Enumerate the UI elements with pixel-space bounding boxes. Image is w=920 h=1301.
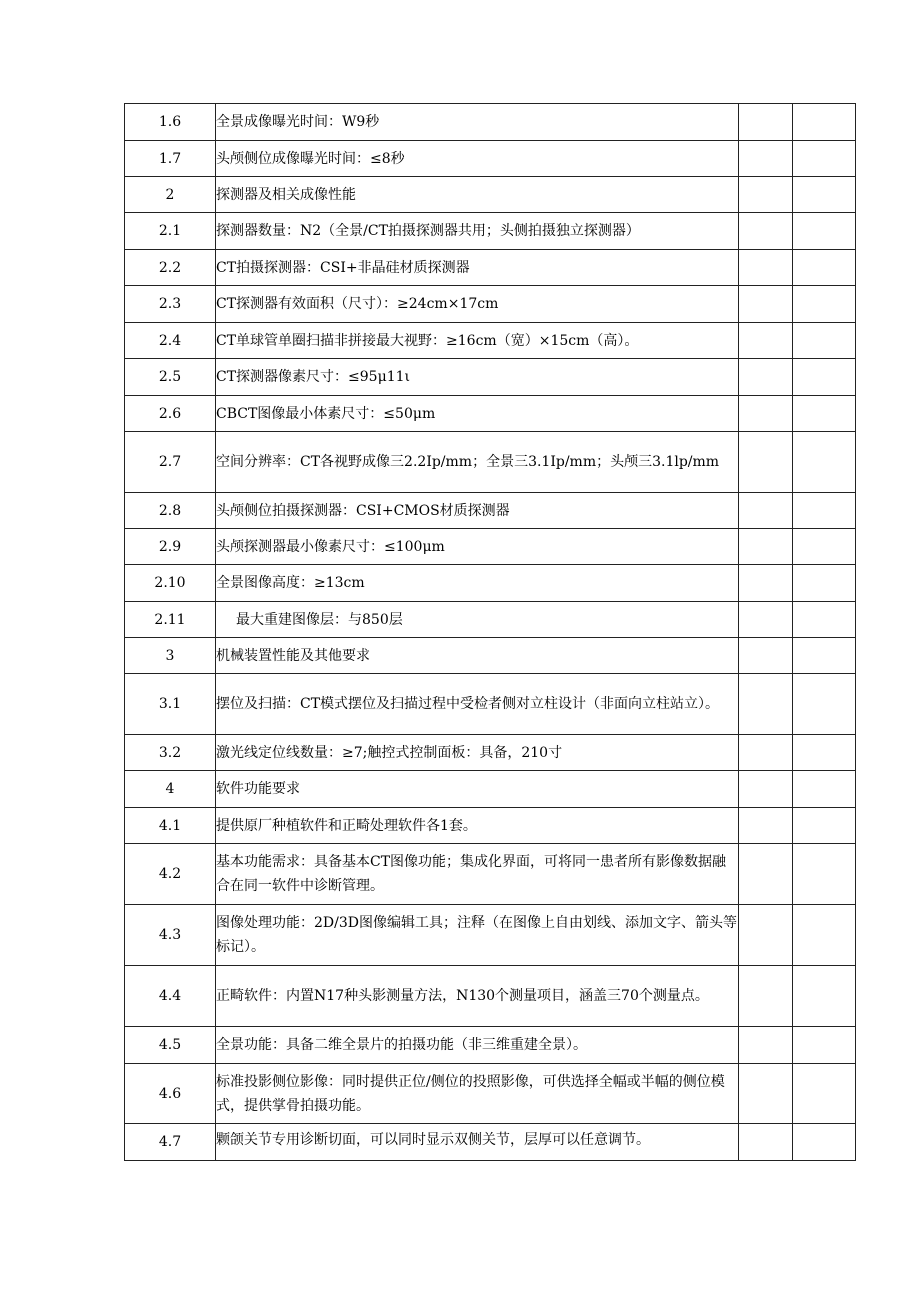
- item-number: 1.7: [125, 141, 216, 177]
- item-number: 2.9: [125, 529, 216, 565]
- item-number: 2.7: [125, 432, 216, 493]
- item-description-text: 激光线定位线数量：≥7;触控式控制面板：具备，210寸: [216, 744, 563, 761]
- remark-cell: [793, 674, 856, 735]
- remark-cell: [793, 1027, 856, 1064]
- item-description: [216, 323, 739, 359]
- remark-cell: [793, 396, 856, 432]
- item-description-text: 摆位及扫描：CT模式摆位及扫描过程中受检者侧对立柱设计（非面向立柱站立）。: [216, 696, 720, 712]
- table-row: [125, 674, 856, 735]
- spec-table-body: [125, 104, 856, 1161]
- item-description: [216, 1027, 739, 1064]
- table-row: [125, 250, 856, 286]
- response-cell: [739, 844, 793, 905]
- table-row: [125, 844, 856, 905]
- item-description: [216, 213, 739, 250]
- remark-cell: [793, 177, 856, 213]
- item-description-text: CT拍摄探测器：CSI+非晶硅材质探测器: [216, 259, 470, 276]
- spec-table: [124, 103, 856, 1161]
- response-cell: [739, 638, 793, 674]
- response-cell: [739, 359, 793, 396]
- response-cell: [739, 141, 793, 177]
- table-row: [125, 323, 856, 359]
- item-description: [216, 602, 739, 638]
- remark-cell: [793, 529, 856, 565]
- remark-cell: [793, 286, 856, 323]
- remark-cell: [793, 565, 856, 602]
- item-description-text: CT探测器有效面积（尺寸）：≥24cm×17cm: [216, 296, 499, 312]
- item-description-text: 全景功能：具备二维全景片的拍摄功能（非三维重建全景）。: [216, 1037, 587, 1053]
- item-description: [216, 359, 739, 396]
- remark-cell: [793, 966, 856, 1027]
- response-cell: [739, 565, 793, 602]
- remark-cell: [793, 735, 856, 771]
- item-number: 2.8: [125, 493, 216, 529]
- item-description-text: 探测器数量：N2（全景/CT拍摄探测器共用；头侧拍摄独立探测器）: [216, 223, 640, 239]
- item-description: [216, 141, 739, 177]
- item-description-text: 图像处理功能：2D/3D图像编辑工具；注释（在图像上自由划线、添加文字、箭头等标记）。: [216, 915, 737, 955]
- item-description-text: 软件功能要求: [216, 781, 300, 797]
- item-number: 2: [125, 177, 216, 213]
- item-number: 4: [125, 771, 216, 808]
- remark-cell: [793, 1064, 856, 1124]
- remark-cell: [793, 1124, 856, 1161]
- table-row: [125, 141, 856, 177]
- item-number: 2.6: [125, 396, 216, 432]
- item-description: [216, 286, 739, 323]
- response-cell: [739, 771, 793, 808]
- item-description: [216, 432, 739, 493]
- item-description-text: 提供原厂种植软件和正畸处理软件各1套。: [216, 817, 477, 834]
- item-description: [216, 1124, 739, 1161]
- item-description-text: 机械装置性能及其他要求: [216, 647, 370, 664]
- item-description-text: 头颅侧位拍摄探测器：CSI+CMOS材质探测器: [216, 502, 510, 519]
- remark-cell: [793, 104, 856, 141]
- item-number: 2.10: [125, 565, 216, 602]
- remark-cell: [793, 323, 856, 359]
- response-cell: [739, 1064, 793, 1124]
- item-description-text: 全景成像曝光时间：W9秒: [216, 114, 380, 130]
- item-description: [216, 529, 739, 565]
- item-description: [216, 396, 739, 432]
- item-description-text: 颗颌关节专用诊断切面，可以同时显示双侧关节，层厚可以任意调节。: [216, 1132, 650, 1148]
- table-row: [125, 808, 856, 844]
- table-row: [125, 493, 856, 529]
- table-row: [125, 966, 856, 1027]
- remark-cell: [793, 844, 856, 905]
- response-cell: [739, 323, 793, 359]
- item-description-text: 探测器及相关成像性能: [216, 186, 356, 203]
- table-row: [125, 213, 856, 250]
- remark-cell: [793, 432, 856, 493]
- remark-cell: [793, 250, 856, 286]
- response-cell: [739, 1027, 793, 1064]
- item-description: [216, 565, 739, 602]
- remark-cell: [793, 808, 856, 844]
- item-number: 2.2: [125, 250, 216, 286]
- item-description-text: 正畸软件：内置N17种头影测量方法，N130个测量项目，涵盖三70个测量点。: [216, 988, 709, 1004]
- item-description: [216, 844, 739, 905]
- item-description: [216, 104, 739, 141]
- table-row: [125, 565, 856, 602]
- remark-cell: [793, 638, 856, 674]
- response-cell: [739, 529, 793, 565]
- table-row: [125, 905, 856, 966]
- item-description-text: 头颅探测器最小像素尺寸：≤100μm: [216, 538, 445, 555]
- response-cell: [739, 602, 793, 638]
- response-cell: [739, 104, 793, 141]
- item-description: [216, 905, 739, 966]
- remark-cell: [793, 359, 856, 396]
- item-description-text: 头颅侧位成像曝光时间：≤8秒: [216, 150, 405, 167]
- table-row: [125, 104, 856, 141]
- item-number: 3.1: [125, 674, 216, 735]
- item-description: [216, 674, 739, 735]
- table-row: [125, 638, 856, 674]
- response-cell: [739, 250, 793, 286]
- response-cell: [739, 213, 793, 250]
- item-number: 4.1: [125, 808, 216, 844]
- response-cell: [739, 808, 793, 844]
- table-row: [125, 1124, 856, 1161]
- item-number: 2.5: [125, 359, 216, 396]
- response-cell: [739, 735, 793, 771]
- item-number: 3: [125, 638, 216, 674]
- item-number: 1.6: [125, 104, 216, 141]
- table-row: [125, 432, 856, 493]
- table-row: [125, 396, 856, 432]
- item-number: 4.4: [125, 966, 216, 1027]
- table-row: [125, 286, 856, 323]
- response-cell: [739, 1124, 793, 1161]
- response-cell: [739, 396, 793, 432]
- remark-cell: [793, 905, 856, 966]
- response-cell: [739, 905, 793, 966]
- item-description-text: 空间分辨率：CT各视野成像三2.2Ip/mm；全景三3.1Ip/mm；头颅三3.1lp/mm: [216, 454, 720, 470]
- table-row: [125, 529, 856, 565]
- item-number: 4.3: [125, 905, 216, 966]
- table-row: [125, 771, 856, 808]
- item-number: 4.2: [125, 844, 216, 905]
- item-description-text: 基本功能需求：具备基本CT图像功能；集成化界面，可将同一患者所有影像数据融合在同一软件中诊断管理。: [216, 854, 727, 894]
- response-cell: [739, 177, 793, 213]
- item-description-text: 最大重建图像层：与850层: [236, 611, 403, 628]
- response-cell: [739, 286, 793, 323]
- response-cell: [739, 493, 793, 529]
- item-number: 3.2: [125, 735, 216, 771]
- table-row: [125, 1064, 856, 1124]
- item-description: [216, 250, 739, 286]
- item-description: [216, 771, 739, 808]
- item-number: 2.11: [125, 602, 216, 638]
- remark-cell: [793, 141, 856, 177]
- item-description: [216, 493, 739, 529]
- response-cell: [739, 674, 793, 735]
- item-description-text: CBCT图像最小体素尺寸：≤50μm: [216, 405, 436, 422]
- remark-cell: [793, 493, 856, 529]
- response-cell: [739, 432, 793, 493]
- item-number: 4.7: [125, 1124, 216, 1161]
- table-row: [125, 602, 856, 638]
- table-row: [125, 359, 856, 396]
- item-description: [216, 966, 739, 1027]
- item-number: 2.4: [125, 323, 216, 359]
- item-number: 2.1: [125, 213, 216, 250]
- item-description: [216, 735, 739, 771]
- item-description: [216, 177, 739, 213]
- item-description: [216, 1064, 739, 1124]
- item-description-text: CT单球管单圈扫描非拼接最大视野：≥16cm（宽）×15cm（高）。: [216, 332, 639, 349]
- item-description: [216, 808, 739, 844]
- remark-cell: [793, 213, 856, 250]
- item-description-text: 标准投影侧位影像：同时提供正位/侧位的投照影像，可供选择全幅或半幅的侧位模式，提供掌骨拍摄功能。: [216, 1073, 725, 1114]
- remark-cell: [793, 602, 856, 638]
- response-cell: [739, 966, 793, 1027]
- remark-cell: [793, 771, 856, 808]
- item-description-text: CT探测器像素尺寸：≤95μ11ι: [216, 369, 410, 385]
- item-description-text: 全景图像高度：≥13cm: [216, 575, 365, 591]
- item-number: 4.5: [125, 1027, 216, 1064]
- item-number: 2.3: [125, 286, 216, 323]
- table-row: [125, 177, 856, 213]
- table-row: [125, 735, 856, 771]
- item-description: [216, 638, 739, 674]
- item-number: 4.6: [125, 1064, 216, 1124]
- table-row: [125, 1027, 856, 1064]
